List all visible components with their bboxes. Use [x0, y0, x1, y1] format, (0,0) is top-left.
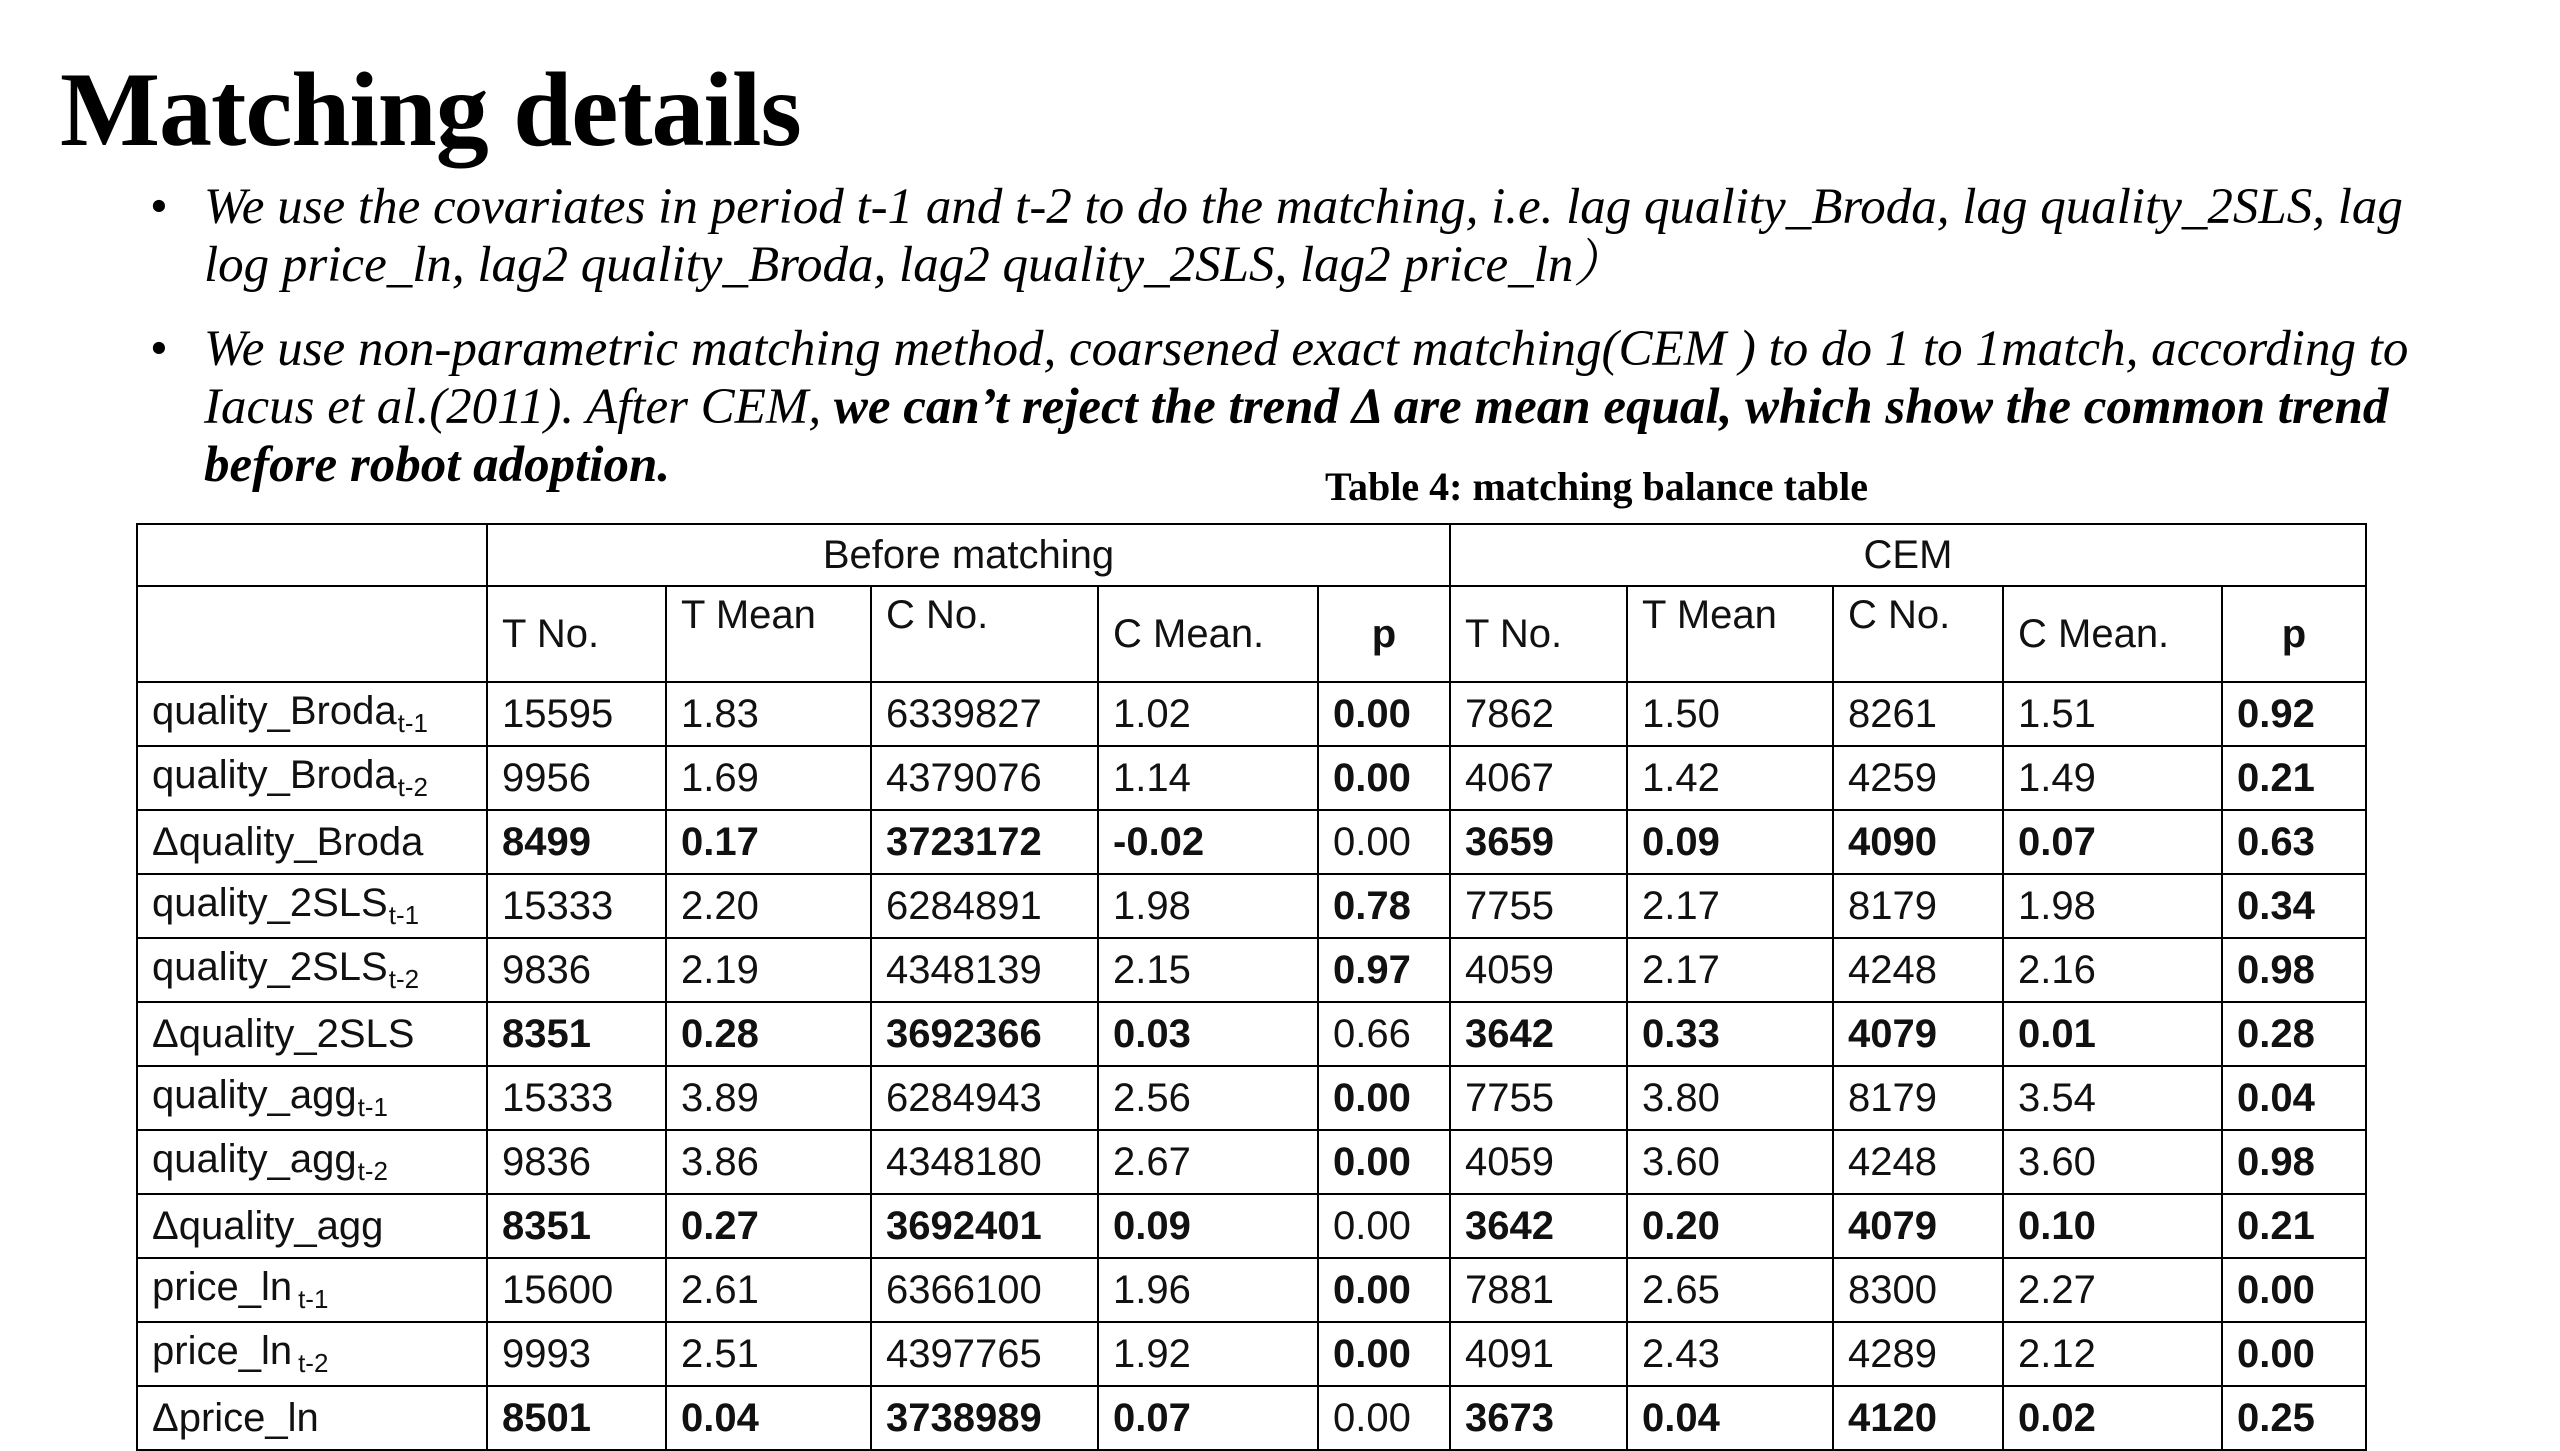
table-cell: 1.83	[666, 682, 871, 746]
table-cell: 15333	[487, 874, 666, 938]
bullet-text: We use the covariates in period t-1 and t-2 to do the matching, i.e. lag quality_Broda, lag quality_2SLS, lag log price_ln, lag2 quality_Broda, lag2 quality_2SLS, lag2 price_ln）	[204, 179, 2403, 293]
table-cell: 0.03	[1098, 1002, 1318, 1066]
table-cell: 3723172	[871, 810, 1098, 874]
row-label	[137, 1258, 487, 1322]
table-cell: 6366100	[871, 1258, 1098, 1322]
table-column-header-row	[137, 586, 2366, 682]
row-label-text: quality_Broda	[152, 753, 397, 797]
table-cell: 2.67	[1098, 1130, 1318, 1194]
column-header: C Mean.	[2003, 586, 2222, 682]
table-cell: 0.00	[2222, 1322, 2366, 1386]
table-cell: 3642	[1450, 1194, 1627, 1258]
matching-balance-table	[136, 523, 2367, 1451]
table-cell: 4091	[1450, 1322, 1627, 1386]
row-label	[137, 746, 487, 810]
row-label-subscript: t-1	[388, 900, 420, 930]
table-cell: 7755	[1450, 874, 1627, 938]
table-cell: 0.21	[2222, 1194, 2366, 1258]
table-cell: 9993	[487, 1322, 666, 1386]
table-row	[137, 746, 2366, 810]
table-cell: 4079	[1833, 1194, 2003, 1258]
table-cell: 3673	[1450, 1386, 1627, 1450]
table-cell: 1.42	[1627, 746, 1833, 810]
table-cell: 4120	[1833, 1386, 2003, 1450]
table-cell: 9836	[487, 938, 666, 1002]
table-cell: 2.17	[1627, 938, 1833, 1002]
table-cell: 1.92	[1098, 1322, 1318, 1386]
table-cell: 4289	[1833, 1322, 2003, 1386]
row-label	[137, 682, 487, 746]
table-cell: 0.33	[1627, 1002, 1833, 1066]
row-label	[137, 938, 487, 1002]
table-cell: 4090	[1833, 810, 2003, 874]
table-cell: 4079	[1833, 1002, 2003, 1066]
table-cell: 1.49	[2003, 746, 2222, 810]
row-label-subscript: t-1	[357, 1092, 388, 1122]
row-label-subscript: t-2	[298, 1348, 329, 1378]
table-cell: 1.98	[1098, 874, 1318, 938]
row-label-text: price_ln	[152, 1265, 293, 1309]
table-cell: 0.07	[1098, 1386, 1318, 1450]
table-cell: 6339827	[871, 682, 1098, 746]
table-cell: 1.98	[2003, 874, 2222, 938]
table-cell: 1.50	[1627, 682, 1833, 746]
table-row	[137, 1386, 2366, 1450]
table-cell: 2.19	[666, 938, 871, 1002]
table-cell: 3.60	[1627, 1130, 1833, 1194]
table-cell: 3692401	[871, 1194, 1098, 1258]
table-cell: 0.97	[1318, 938, 1450, 1002]
row-label	[137, 1130, 487, 1194]
table-cell: 0.21	[2222, 746, 2366, 810]
table-corner-cell	[137, 524, 487, 586]
table-row	[137, 682, 2366, 746]
table-cell: 4348139	[871, 938, 1098, 1002]
table-cell: 0.27	[666, 1194, 871, 1258]
table-cell: -0.02	[1098, 810, 1318, 874]
table-cell: 8179	[1833, 1066, 2003, 1130]
table-cell: 0.17	[666, 810, 871, 874]
table-cell: 7862	[1450, 682, 1627, 746]
row-label-text: Δquality_Broda	[152, 819, 424, 864]
table-row	[137, 874, 2366, 938]
table-cell: 3692366	[871, 1002, 1098, 1066]
table-row	[137, 938, 2366, 1002]
table-cell: 2.51	[666, 1322, 871, 1386]
table-caption: Table 4: matching balance table	[1325, 464, 1868, 509]
table-cell: 4348180	[871, 1130, 1098, 1194]
table-row	[137, 1322, 2366, 1386]
row-label-text: Δquality_agg	[152, 1203, 384, 1248]
table-cell: 0.00	[1318, 810, 1450, 874]
row-label-text: quality_agg	[152, 1073, 357, 1117]
row-label	[137, 1066, 487, 1130]
table-row	[137, 1258, 2366, 1322]
column-header: C No.	[1833, 586, 2003, 682]
column-header: T Mean	[1627, 586, 1833, 682]
table-cell: 9956	[487, 746, 666, 810]
table-cell: 8261	[1833, 682, 2003, 746]
table-cell: 3738989	[871, 1386, 1098, 1450]
table-cell: 0.01	[2003, 1002, 2222, 1066]
table-cell: 8179	[1833, 874, 2003, 938]
table-cell: 2.43	[1627, 1322, 1833, 1386]
table-cell: 7755	[1450, 1066, 1627, 1130]
row-label	[137, 1322, 487, 1386]
table-cell: 1.14	[1098, 746, 1318, 810]
row-label	[137, 1194, 487, 1258]
group-header-cem: CEM	[1450, 524, 2366, 586]
row-label-text: Δquality_2SLS	[152, 1011, 415, 1056]
table-cell: 3.86	[666, 1130, 871, 1194]
table-row	[137, 810, 2366, 874]
table-cell: 0.07	[2003, 810, 2222, 874]
slide-title: Matching details	[60, 51, 801, 168]
table-row	[137, 1002, 2366, 1066]
table-cell: 4248	[1833, 1130, 2003, 1194]
row-label	[137, 874, 487, 938]
table-cell: 3.54	[2003, 1066, 2222, 1130]
table-cell: 2.12	[2003, 1322, 2222, 1386]
table-cell: 8351	[487, 1002, 666, 1066]
table-corner-cell	[137, 586, 487, 682]
table-cell: 8351	[487, 1194, 666, 1258]
table-cell: 3.60	[2003, 1130, 2222, 1194]
row-label-subscript: t-2	[388, 964, 420, 994]
bullet-item	[150, 178, 2480, 294]
table-cell: 6284891	[871, 874, 1098, 938]
row-label	[137, 810, 487, 874]
table-cell: 6284943	[871, 1066, 1098, 1130]
table-cell: 9836	[487, 1130, 666, 1194]
table-cell: 4059	[1450, 1130, 1627, 1194]
table-cell: 15595	[487, 682, 666, 746]
table-cell: 0.09	[1098, 1194, 1318, 1258]
column-header: p	[1318, 586, 1450, 682]
column-header: T Mean	[666, 586, 871, 682]
column-header: T No.	[487, 586, 666, 682]
table-cell: 3642	[1450, 1002, 1627, 1066]
table-cell: 0.00	[1318, 746, 1450, 810]
row-label	[137, 1002, 487, 1066]
table-cell: 0.66	[1318, 1002, 1450, 1066]
table-row	[137, 1066, 2366, 1130]
table-cell: 2.56	[1098, 1066, 1318, 1130]
table-cell: 15600	[487, 1258, 666, 1322]
row-label-subscript: t-1	[397, 708, 428, 738]
table-cell: 0.00	[1318, 1130, 1450, 1194]
bullet-text: We use non-parametric matching method, coarsened exact matching(CEM ) to do 1 to 1match, according to Iacus et al.(2011). After CEM,	[204, 321, 2409, 435]
table-cell: 2.15	[1098, 938, 1318, 1002]
row-label-text: price_ln	[152, 1329, 293, 1373]
table-cell: 0.04	[1627, 1386, 1833, 1450]
table-cell: 2.17	[1627, 874, 1833, 938]
group-header-before-matching: Before matching	[487, 524, 1450, 586]
table-cell: 0.00	[1318, 1322, 1450, 1386]
table-cell: 1.02	[1098, 682, 1318, 746]
table-cell: 8501	[487, 1386, 666, 1450]
table-cell: 0.98	[2222, 1130, 2366, 1194]
table-cell: 0.02	[2003, 1386, 2222, 1450]
table-cell: 2.61	[666, 1258, 871, 1322]
row-label-subscript: t-1	[298, 1284, 329, 1314]
table-cell: 8499	[487, 810, 666, 874]
column-header: C Mean.	[1098, 586, 1318, 682]
table-cell: 3.80	[1627, 1066, 1833, 1130]
table-row	[137, 1130, 2366, 1194]
table-cell: 2.27	[2003, 1258, 2222, 1322]
table-cell: 0.63	[2222, 810, 2366, 874]
bullet-emphasis: we can’t reject the trend Δ are mean equal, which show the common trend before robot adoption.	[204, 379, 2389, 493]
table-cell: 4397765	[871, 1322, 1098, 1386]
table-cell: 1.96	[1098, 1258, 1318, 1322]
table-cell: 0.04	[666, 1386, 871, 1450]
table-cell: 0.25	[2222, 1386, 2366, 1450]
table-cell: 0.28	[666, 1002, 871, 1066]
table-cell: 1.51	[2003, 682, 2222, 746]
table-cell: 1.69	[666, 746, 871, 810]
table-cell: 0.09	[1627, 810, 1833, 874]
table-cell: 2.65	[1627, 1258, 1833, 1322]
table-cell: 0.00	[1318, 1258, 1450, 1322]
table-cell: 4379076	[871, 746, 1098, 810]
row-label-text: quality_Broda	[152, 689, 397, 733]
table-cell: 4259	[1833, 746, 2003, 810]
table-cell: 0.20	[1627, 1194, 1833, 1258]
table-cell: 0.34	[2222, 874, 2366, 938]
table-cell: 0.98	[2222, 938, 2366, 1002]
table-cell: 3659	[1450, 810, 1627, 874]
table-cell: 0.92	[2222, 682, 2366, 746]
table-row	[137, 1194, 2366, 1258]
table-cell: 0.00	[1318, 1066, 1450, 1130]
bullet-item	[150, 320, 2480, 494]
table-cell: 0.00	[1318, 1194, 1450, 1258]
row-label-text: Δprice_ln	[152, 1395, 319, 1440]
table-cell: 8300	[1833, 1258, 2003, 1322]
column-header: T No.	[1450, 586, 1627, 682]
table-cell: 2.16	[2003, 938, 2222, 1002]
table-cell: 3.89	[666, 1066, 871, 1130]
table-cell: 0.00	[1318, 1386, 1450, 1450]
row-label-subscript: t-2	[357, 1156, 388, 1186]
column-header: C No.	[871, 586, 1098, 682]
table-cell: 7881	[1450, 1258, 1627, 1322]
table-cell: 0.78	[1318, 874, 1450, 938]
table-cell: 0.00	[2222, 1258, 2366, 1322]
row-label	[137, 1386, 487, 1450]
bullet-dot-icon: •	[150, 179, 168, 235]
table-cell: 2.20	[666, 874, 871, 938]
bullet-dot-icon: •	[150, 321, 168, 377]
table-cell: 0.10	[2003, 1194, 2222, 1258]
table-cell: 4059	[1450, 938, 1627, 1002]
bullet-list	[150, 178, 2480, 520]
column-header: p	[2222, 586, 2366, 682]
row-label-text: quality_2SLS	[152, 881, 388, 925]
table-cell: 0.28	[2222, 1002, 2366, 1066]
table-cell: 4067	[1450, 746, 1627, 810]
row-label-subscript: t-2	[397, 772, 428, 802]
row-label-text: quality_agg	[152, 1137, 357, 1181]
table-group-header-row	[137, 524, 2366, 586]
table-cell: 15333	[487, 1066, 666, 1130]
table-cell: 0.04	[2222, 1066, 2366, 1130]
table-cell: 4248	[1833, 938, 2003, 1002]
row-label-text: quality_2SLS	[152, 945, 388, 989]
table-cell: 0.00	[1318, 682, 1450, 746]
